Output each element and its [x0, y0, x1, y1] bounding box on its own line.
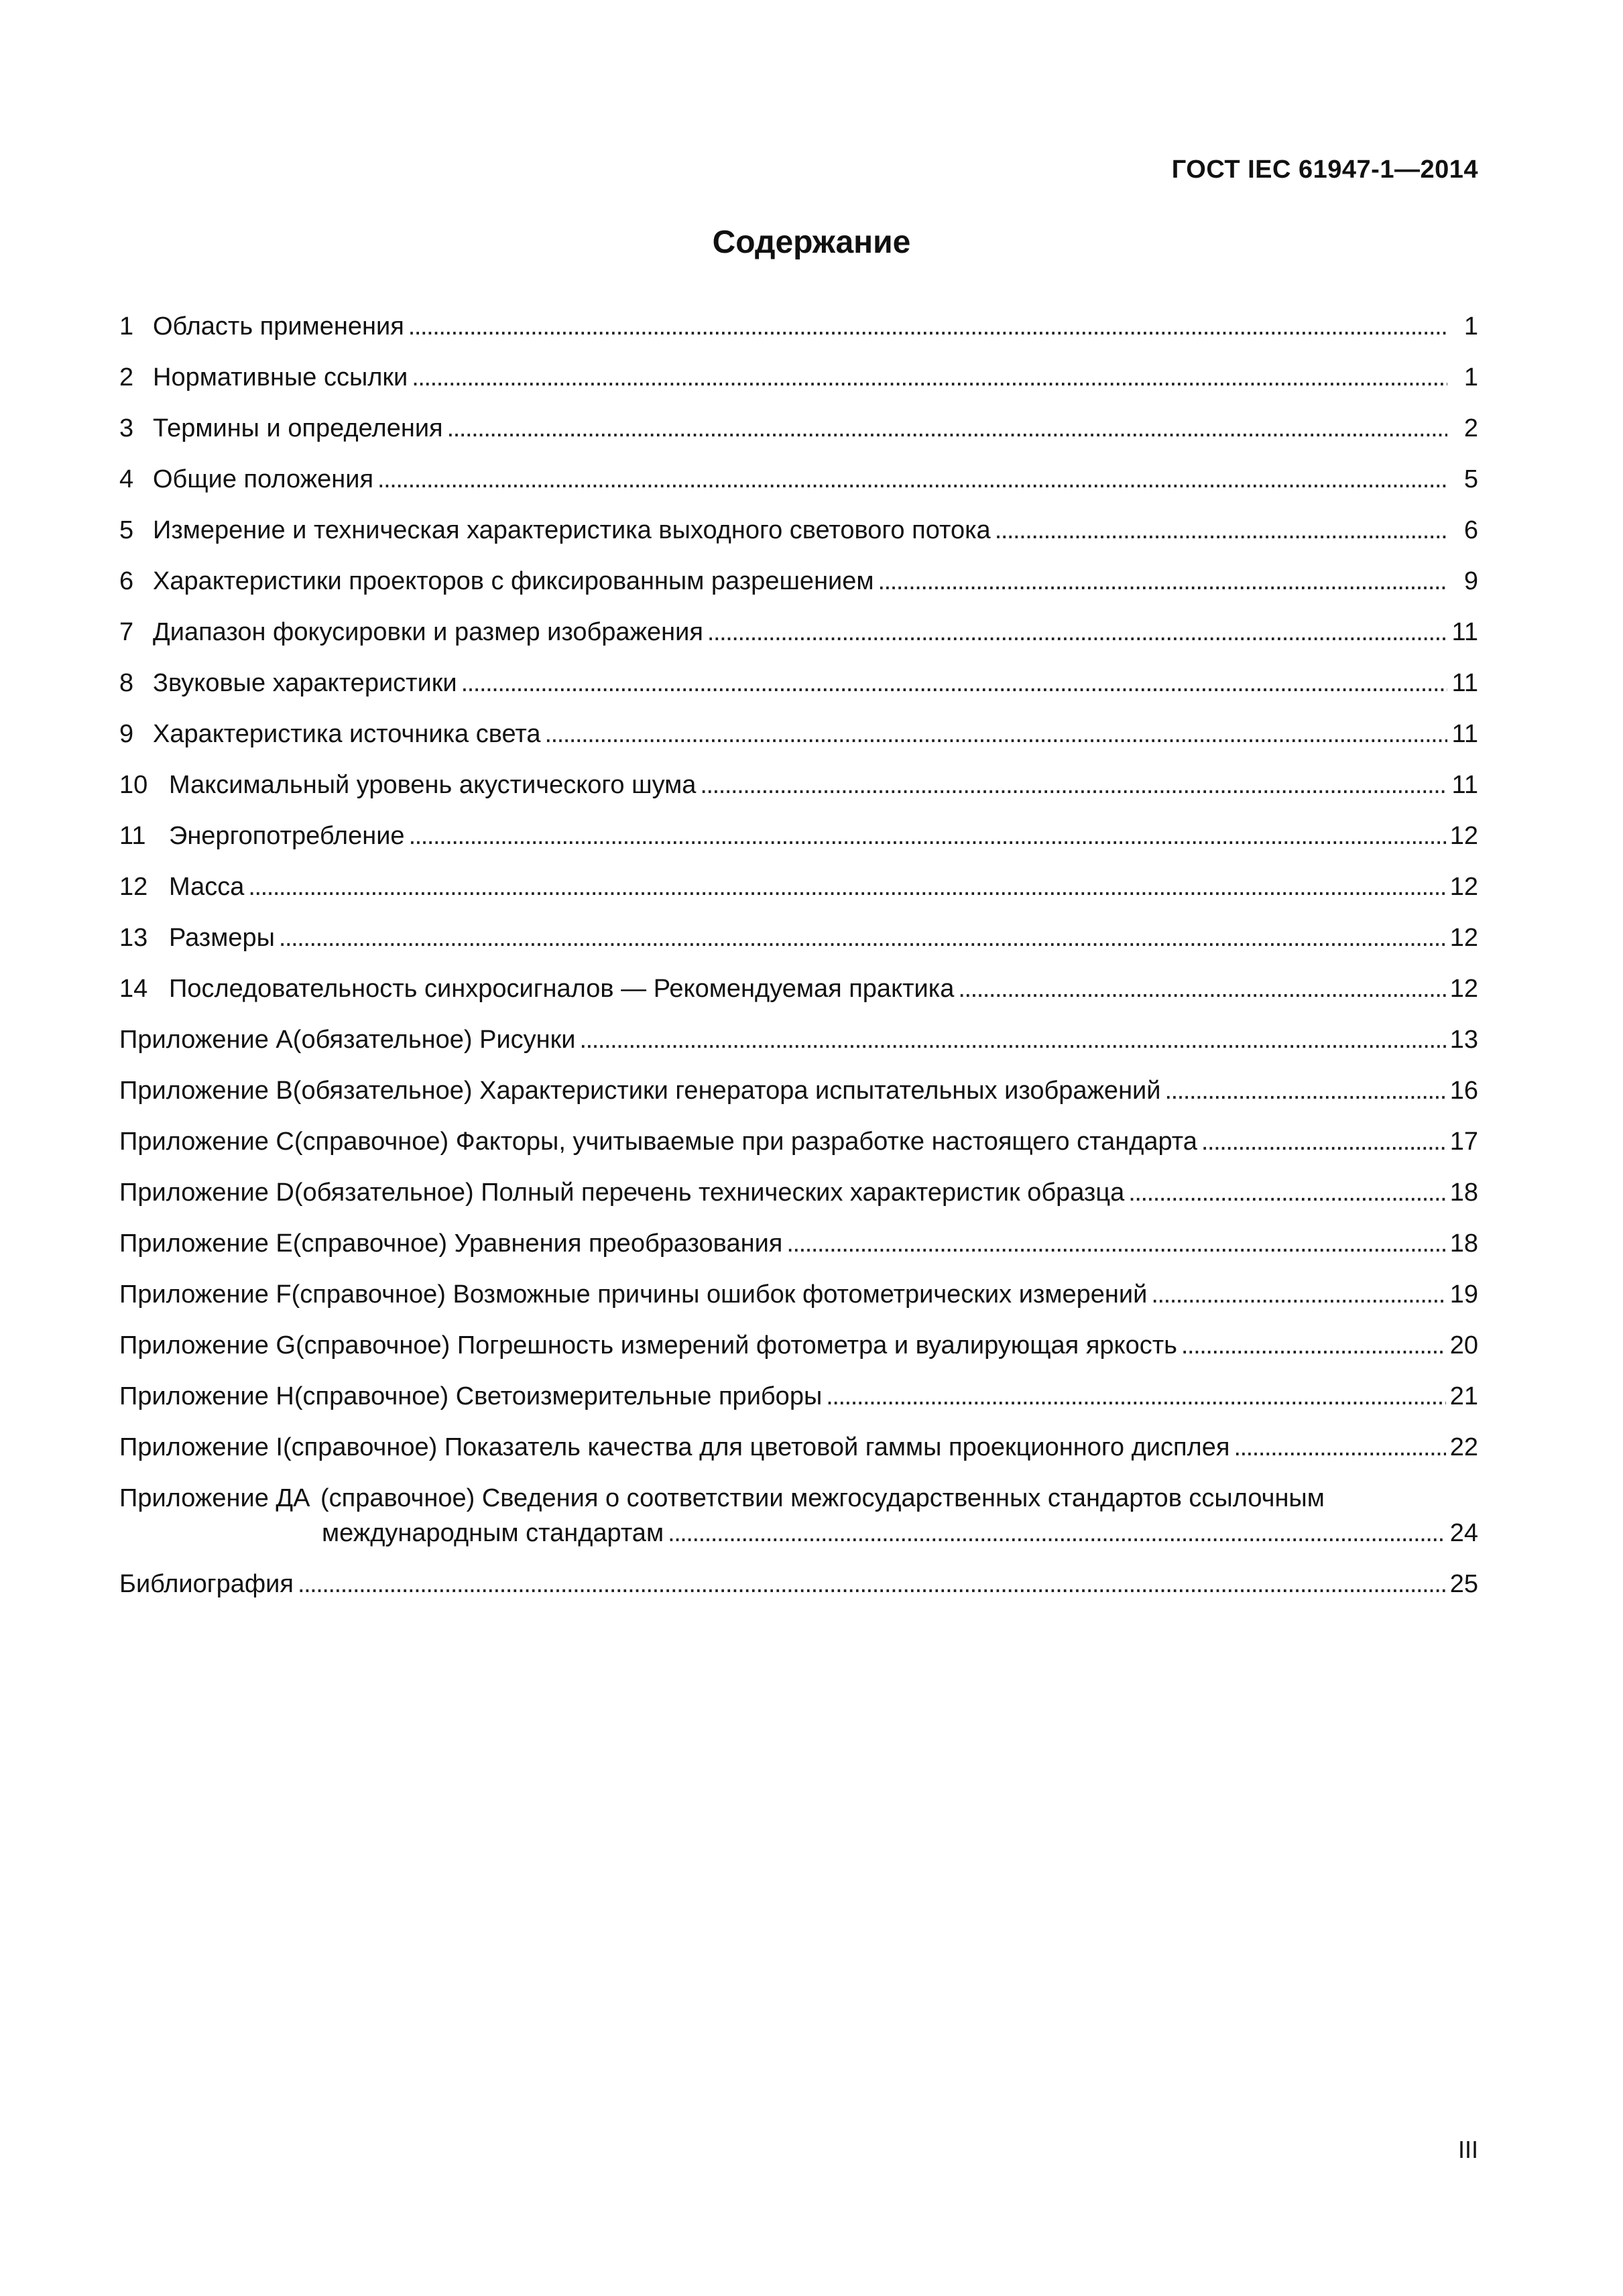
toc-entry-page: 11: [1451, 771, 1478, 799]
toc-entry-number: 5: [119, 516, 134, 544]
dot-leader: [412, 363, 1447, 392]
appendix-title: (справочное) Светоизмерительные приборы: [294, 1382, 823, 1410]
appendix-page: 21: [1449, 1382, 1478, 1410]
appendix-label: Приложение ДА: [119, 1484, 310, 1512]
dot-leader: [668, 1519, 1446, 1548]
dot-leader: [995, 516, 1447, 545]
toc-entry-number: 6: [119, 567, 134, 595]
toc-entry-number: 3: [119, 414, 134, 442]
toc-entry-title: Область применения: [153, 312, 404, 341]
appendix-title: (справочное) Уравнения преобразования: [292, 1229, 783, 1258]
dot-leader: [298, 1570, 1446, 1599]
toc-entry[interactable]: [119, 873, 1478, 924]
toc-entry[interactable]: [119, 975, 1478, 1026]
dot-leader: [1181, 1331, 1446, 1360]
appendix-label: Приложение C: [119, 1128, 294, 1156]
toc-entry-page: 5: [1463, 465, 1478, 493]
appendix-entry[interactable]: [119, 1280, 1478, 1331]
dot-leader: [826, 1382, 1445, 1411]
appendix-title: (обязательное) Рисунки: [292, 1026, 576, 1054]
appendix-page: 19: [1449, 1280, 1478, 1309]
toc-entry-number: 13: [119, 924, 148, 952]
appendix-page: 13: [1449, 1026, 1478, 1054]
appendix-entry[interactable]: [119, 1229, 1478, 1280]
appendix-label: Приложение E: [119, 1229, 293, 1258]
toc-entry-number: 12: [119, 873, 148, 901]
toc-entry-number: 1: [119, 312, 134, 341]
toc-entry[interactable]: [119, 669, 1478, 720]
dot-leader: [1128, 1179, 1445, 1207]
appendix-label: Приложение A: [119, 1026, 293, 1054]
toc-entry-title: Измерение и техническая характеристика выходного светового потока: [153, 516, 991, 544]
toc-entry-title: Масса: [169, 873, 245, 901]
table-of-contents: [119, 312, 1478, 1621]
appendix-page: 24: [1449, 1519, 1478, 1547]
toc-entry-number: 11: [119, 822, 146, 850]
toc-entry-page: 2: [1463, 414, 1478, 442]
toc-entry-title: Характеристика источника света: [153, 720, 541, 748]
toc-entry-page: 12: [1449, 975, 1478, 1003]
dot-leader: [700, 771, 1447, 800]
toc-entry[interactable]: [119, 363, 1478, 414]
toc-entry-title: Звуковые характеристики: [153, 669, 457, 697]
toc-entry-number: 10: [119, 771, 148, 799]
dot-leader: [878, 567, 1447, 596]
appendix-entry[interactable]: [119, 1026, 1478, 1077]
toc-entry-number: 8: [119, 669, 134, 697]
toc-entry[interactable]: [119, 312, 1478, 363]
appendix-page: 18: [1449, 1229, 1478, 1258]
toc-entry-page: 12: [1449, 873, 1478, 901]
appendix-title: (обязательное) Характеристики генератора испытательных изображений: [292, 1077, 1161, 1105]
appendix-page: 18: [1449, 1179, 1478, 1207]
page-number: III: [1457, 2136, 1478, 2163]
toc-entry-title: Термины и определения: [153, 414, 443, 442]
toc-entry[interactable]: [119, 924, 1478, 975]
dot-leader: [958, 975, 1445, 1004]
appendix-title: (справочное) Погрешность измерений фотометра и вуалирующая яркость: [296, 1331, 1177, 1360]
appendix-page: 20: [1449, 1331, 1478, 1360]
appendix-entry[interactable]: [119, 1077, 1478, 1128]
toc-entry-page: 11: [1451, 720, 1478, 748]
dot-leader: [248, 873, 1445, 902]
toc-entry-page: 6: [1463, 516, 1478, 544]
dot-leader: [279, 924, 1446, 953]
appendix-entry-da[interactable]: [119, 1484, 1478, 1570]
page-title: Содержание: [712, 225, 911, 260]
toc-entry-title: Общие положения: [153, 465, 374, 493]
appendix-title: (справочное) Факторы, учитываемые при разработке настоящего стандарта: [294, 1128, 1197, 1156]
toc-entry[interactable]: [119, 465, 1478, 516]
toc-entry-title: Размеры: [169, 924, 275, 952]
toc-entry-page: 1: [1463, 363, 1478, 391]
appendix-title: (справочное) Возможные причины ошибок фотометрических измерений: [291, 1280, 1148, 1309]
dot-leader: [409, 822, 1446, 851]
dot-leader: [1165, 1077, 1446, 1105]
appendix-label: Приложение D: [119, 1179, 294, 1207]
appendix-label: Приложение F: [119, 1280, 292, 1309]
appendix-title: (обязательное) Полный перечень технических характеристик образца: [294, 1179, 1125, 1207]
toc-entry-title: Энергопотребление: [169, 822, 405, 850]
dot-leader: [408, 312, 1447, 341]
document-code: ГОСТ IEC 61947-1—2014: [1171, 156, 1478, 184]
toc-entry-number: 2: [119, 363, 134, 391]
appendix-label: Приложение H: [119, 1382, 294, 1410]
toc-entry[interactable]: [119, 771, 1478, 822]
appendix-title: (справочное) Показатель качества для цветовой гаммы проекционного дисплея: [283, 1433, 1230, 1461]
appendix-entry[interactable]: [119, 1128, 1478, 1179]
dot-leader: [786, 1229, 1445, 1258]
bibliography-entry[interactable]: [119, 1570, 1478, 1621]
appendix-label: Приложение I: [119, 1433, 283, 1461]
toc-entry[interactable]: [119, 720, 1478, 771]
toc-entry[interactable]: [119, 516, 1478, 567]
dot-leader: [1234, 1433, 1445, 1462]
toc-entry[interactable]: [119, 822, 1478, 873]
appendix-label: Приложение B: [119, 1077, 293, 1105]
appendix-entry[interactable]: [119, 1433, 1478, 1484]
appendix-entry[interactable]: [119, 1331, 1478, 1382]
dot-leader: [447, 414, 1447, 443]
dot-leader: [707, 618, 1447, 647]
bibliography-page: 25: [1449, 1570, 1478, 1598]
toc-entry-page: 12: [1449, 822, 1478, 850]
toc-entry-page: 9: [1463, 567, 1478, 595]
toc-entry-page: 1: [1463, 312, 1478, 341]
dot-leader: [461, 669, 1447, 698]
dot-leader: [377, 465, 1447, 494]
toc-entry-number: 7: [119, 618, 134, 646]
appendix-page: 22: [1449, 1433, 1478, 1461]
appendix-entry[interactable]: [119, 1382, 1478, 1433]
toc-entry-title: Характеристики проекторов с фиксированным разрешением: [153, 567, 874, 595]
dot-leader: [1201, 1128, 1446, 1156]
appendix-page: 16: [1449, 1077, 1478, 1105]
appendix-label: Приложение G: [119, 1331, 296, 1360]
dot-leader: [580, 1026, 1446, 1054]
appendix-title-line2: международным стандартам: [322, 1519, 664, 1547]
toc-entry-page: 11: [1451, 618, 1478, 646]
dot-leader: [544, 720, 1447, 749]
toc-entry-title: Максимальный уровень акустического шума: [169, 771, 697, 799]
bibliography-title: Библиография: [119, 1570, 294, 1598]
toc-entry[interactable]: [119, 567, 1478, 618]
toc-entry-title: Последовательность синхросигналов — Рекомендуемая практика: [169, 975, 955, 1003]
appendix-page: 17: [1449, 1128, 1478, 1156]
toc-entry-number: 14: [119, 975, 148, 1003]
toc-entry[interactable]: [119, 414, 1478, 465]
toc-entry-number: 4: [119, 465, 134, 493]
toc-entry-title: Диапазон фокусировки и размер изображения: [153, 618, 703, 646]
toc-entry[interactable]: [119, 618, 1478, 669]
toc-entry-page: 11: [1451, 669, 1478, 697]
toc-entry-page: 12: [1449, 924, 1478, 952]
appendix-entry[interactable]: [119, 1179, 1478, 1229]
toc-entry-title: Нормативные ссылки: [153, 363, 408, 391]
appendix-title-line1: (справочное) Сведения о соответствии межгосударственных стандартов ссылочным: [320, 1484, 1325, 1512]
dot-leader: [1151, 1280, 1445, 1309]
toc-entry-number: 9: [119, 720, 134, 748]
